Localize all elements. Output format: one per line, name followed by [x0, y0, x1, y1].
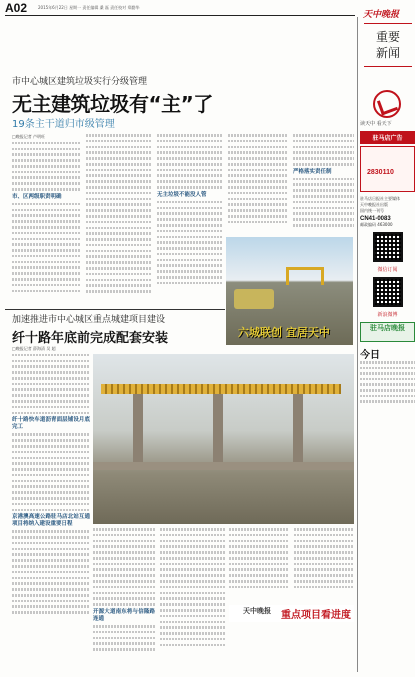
second-kicker: 加速推进市中心城区重点城建项目建设: [12, 315, 166, 325]
rail-ad-box: [360, 146, 415, 192]
section-line-1: 重要: [375, 30, 400, 44]
qr-code-icon: [373, 232, 403, 262]
lead-kicker: 市中心城区建筑垃圾实行分级管理: [12, 77, 148, 87]
masthead-rule: [364, 23, 412, 24]
rail-hot-label: 微信订阅: [377, 267, 398, 273]
lead-section-2-title: 无主垃圾不能没人管: [157, 191, 207, 198]
rail-contact-1: 驻马店日报社主要媒体: [360, 196, 400, 201]
section-line-2: 新闻: [375, 46, 400, 60]
second-column-5: [294, 528, 354, 602]
second-section-1-title: 纤十路快车道沥青面层铺设月底完工: [12, 417, 90, 431]
rail-contact-2: 天中晚报社出版: [360, 202, 388, 207]
rail-qr-label: 新浪微博: [377, 312, 398, 318]
rail-ad-phone: 2830110: [367, 169, 394, 176]
deck-shape: [93, 462, 354, 470]
bottom-banner-right: 重点项目看进度: [281, 610, 351, 621]
pillar-shape: [213, 394, 223, 464]
lift-shape: [286, 267, 324, 285]
photo-garbage-truck: [226, 237, 353, 345]
rail-ad-title: 驻马店广告: [360, 131, 415, 144]
page-header: [0, 0, 355, 16]
rail-today-box: [360, 361, 415, 403]
section-name: [368, 29, 408, 61]
rail-today: 今日: [360, 350, 380, 361]
rail-zip: 邮政编码 463000: [360, 222, 393, 227]
rail-tag: 读天中 看天下: [360, 121, 392, 127]
girder-shape: [101, 384, 341, 394]
page-number: A02: [5, 1, 28, 15]
lead-subhead: 19条主干道归市级管理: [12, 119, 115, 130]
second-headline: 纤十路年底前完成配套安装: [12, 331, 169, 346]
header-rule: [5, 15, 355, 16]
photo-top-caption: 六城联创 宜居天中: [238, 326, 330, 339]
pillar-shape: [293, 394, 303, 464]
masthead: [360, 0, 415, 108]
photo-bridge-construction: [93, 354, 354, 524]
story-divider: [5, 309, 225, 310]
right-rail: [360, 120, 415, 406]
rail-promo: 驻马店晚报: [360, 322, 415, 342]
lead-byline: □晚报记者 卢明旺: [12, 134, 46, 139]
rail-cn-number: CN41-0083: [360, 216, 391, 222]
right-rail-rule: [357, 17, 358, 672]
bottom-banner: [229, 605, 354, 622]
lead-headline: 无主建筑垃圾有“主”了: [12, 92, 213, 116]
lead-column-4: [228, 134, 288, 234]
second-column-4: [229, 528, 289, 602]
bottom-banner-left: 天中晚报: [243, 606, 271, 615]
second-column-1: [12, 346, 90, 666]
second-column-2: [93, 528, 155, 668]
second-section-3-title: 开源大道南东将与信隆路连通: [93, 608, 155, 622]
pillar-shape: [133, 394, 143, 464]
lead-section-3-title: 严格落实责任制: [293, 168, 332, 175]
lead-column-2: [86, 134, 152, 306]
second-section-2-title: 京港澳高速公路驻马店北站互通项目将纳入建设重要日程: [12, 514, 90, 528]
rail-cn-label: 国内统一刊号: [360, 208, 384, 213]
lead-column-1: [12, 134, 81, 306]
lead-column-5: [293, 134, 354, 234]
qr-code-icon: [373, 277, 403, 307]
logo-mark-icon: [373, 90, 401, 118]
masthead-logo: 天中晚报: [363, 10, 400, 20]
masthead-rule-2: [364, 66, 412, 67]
lead-column-3: [157, 134, 223, 306]
truck-shape: [234, 289, 274, 309]
lead-section-1-title: 市、区两级职责明确: [12, 193, 62, 200]
second-byline: □晚报记者 薛海清 吴 超: [12, 346, 56, 351]
second-column-3: [160, 528, 225, 668]
page-meta: 2015年6月22日 星期一 责任编辑 桑 磊 责任校对 郑勤华: [38, 5, 140, 10]
